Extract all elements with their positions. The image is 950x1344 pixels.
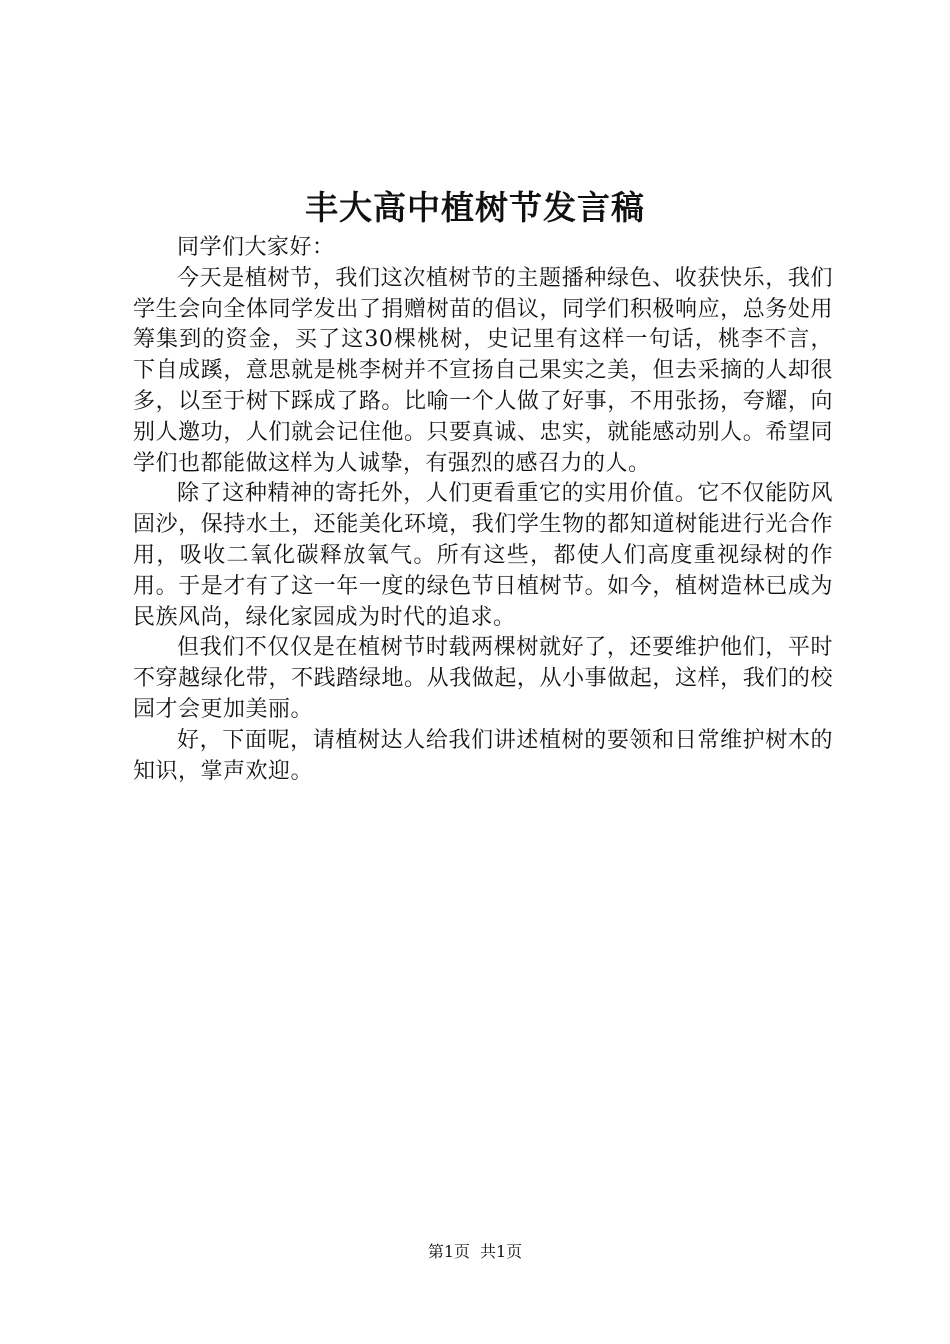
body-paragraph: 除了这种精神的寄托外，人们更看重它的实用价值。它不仅能防风固沙，保持水土，还能美化环境，我们学生物的都知道树能进行光合作用，吸收二氧化碳释放氧气。所有这些，都使人们高度重视绿树的作用。于是才有了这一年一度的绿色节日植树节。如今，植树造林已成为民族风尚，绿化家园成为时代的追求。 — [133, 481, 833, 630]
greeting-paragraph: 同学们大家好： — [177, 235, 335, 260]
body-paragraph: 今天是植树节，我们这次植树节的主题播种绿色、收获快乐，我们学生会向全体同学发出了捐赠树苗的倡议，同学们积极响应，总务处用筹集到的资金，买了这30棵桃树，史记里有这样一句话，桃李不言，下自成蹊，意思就是桃李树并不宣扬自己果实之美，但去采摘的人却很多，以至于树下踩成了路。比喻一个人做了好事，不用张扬，夸耀，向别人邀功，人们就会记住他。只要真诚、忠实，就能感动别人。希望同学们也都能做这样为人诚挚，有强烈的感召力的人。 — [133, 265, 833, 476]
body-paragraph: 但我们不仅仅是在植树节时载两棵树就好了，还要维护他们，平时不穿越绿化带，不践踏绿地。从我做起，从小事做起，这样，我们的校园才会更加美丽。 — [133, 635, 833, 722]
body-paragraph: 好，下面呢，请植树达人给我们讲述植树的要领和日常维护树木的知识，掌声欢迎。 — [133, 727, 833, 784]
page-number: 第1页 — [427, 1242, 470, 1261]
document-title: 丰大高中植树节发言稿 — [305, 188, 645, 227]
page-footer — [0, 1241, 950, 1263]
page-total: 共1页 — [480, 1242, 523, 1261]
document-body — [133, 233, 833, 787]
